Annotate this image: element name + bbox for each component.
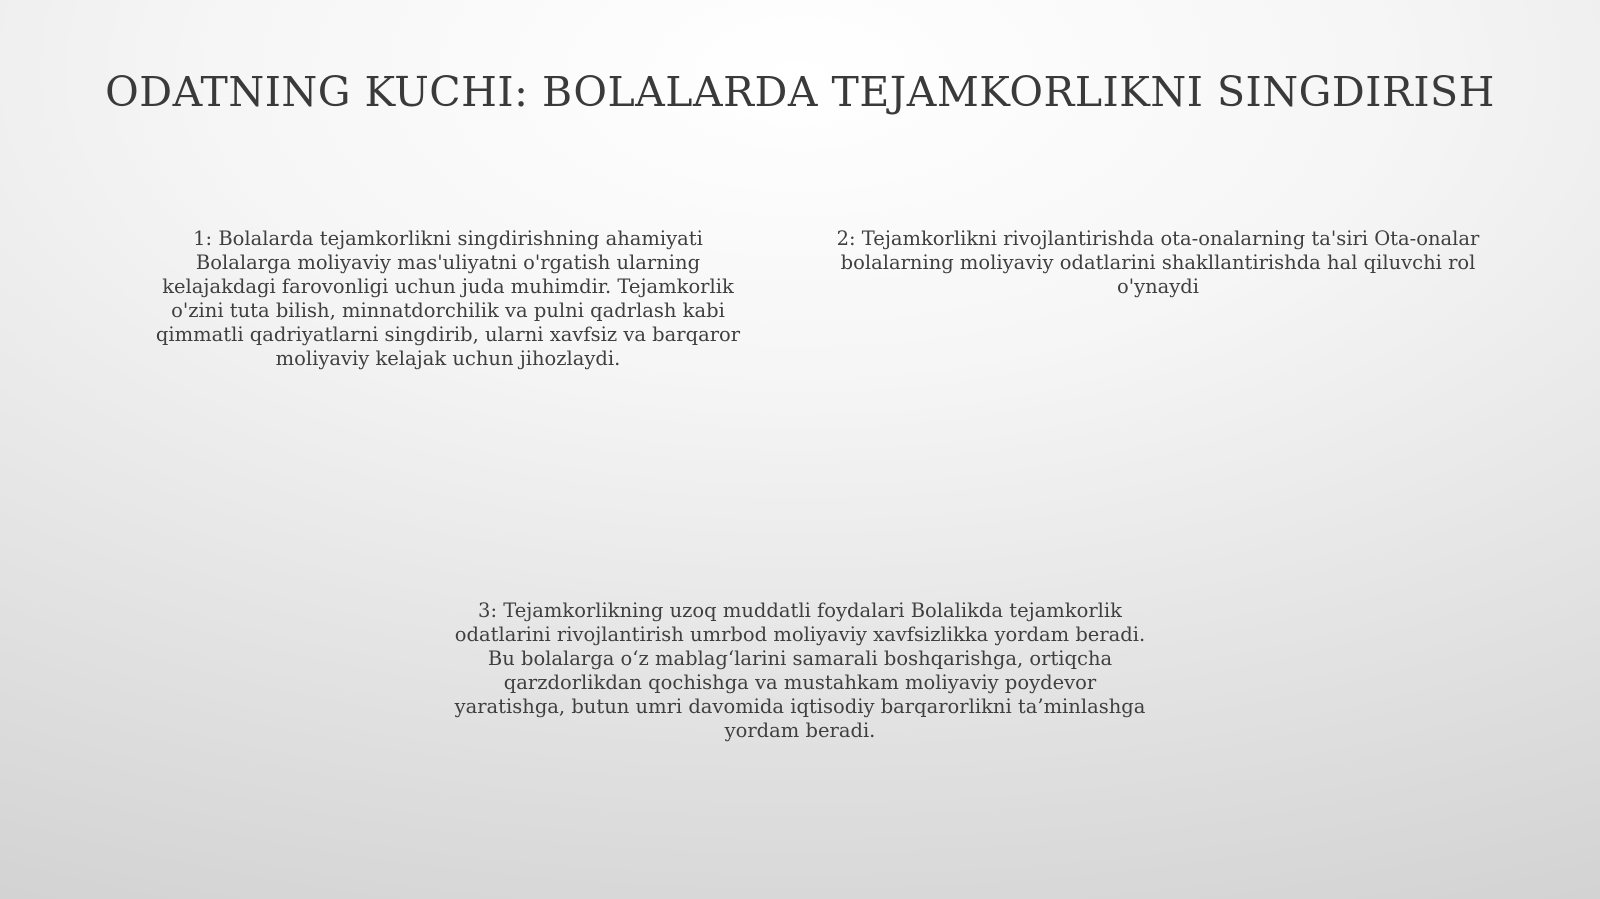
slide-title: ODATNING KUCHI: BOLALARDA TEJAMKORLIKNI SINGDIRISH bbox=[105, 68, 1495, 116]
text-block-parents-influence: 2: Tejamkorlikni rivojlantirishda ota-onalarning ta'siri Ota-onalar bolalarning moliyaviy odatlarini shakllantirishda hal qiluvchi rol o'ynaydi bbox=[836, 227, 1480, 298]
text-block-importance: 1: Bolalarda tejamkorlikni singdirishning ahamiyati Bolalarga moliyaviy mas'uliyatni o'rgatish ularning kelajakdagi farovonligi uchun juda muhimdir. Tejamkorlik o'zini tuta bilish, minnatdorchilik va pulni qadrlash kabi qimmatli qadriyatlarni singdirib, ularni xavfsiz va barqaror moliyaviy kelajak uchun jihozlaydi. bbox=[155, 227, 741, 370]
text-block-long-term-benefits: 3: Tejamkorlikning uzoq muddatli foydalari Bolalikda tejamkorlik odatlarini rivojlantirish umrbod moliyaviy xavfsizlikka yordam beradi. Bu bolalarga o‘z mablag‘larini samarali boshqarishga, ortiqcha qarzdorlikdan qochishga va mustahkam moliyaviy poydevor yaratishga, butun umri davomida iqtisodiy barqarorlikni ta’minlashga yordam beradi. bbox=[454, 599, 1146, 742]
